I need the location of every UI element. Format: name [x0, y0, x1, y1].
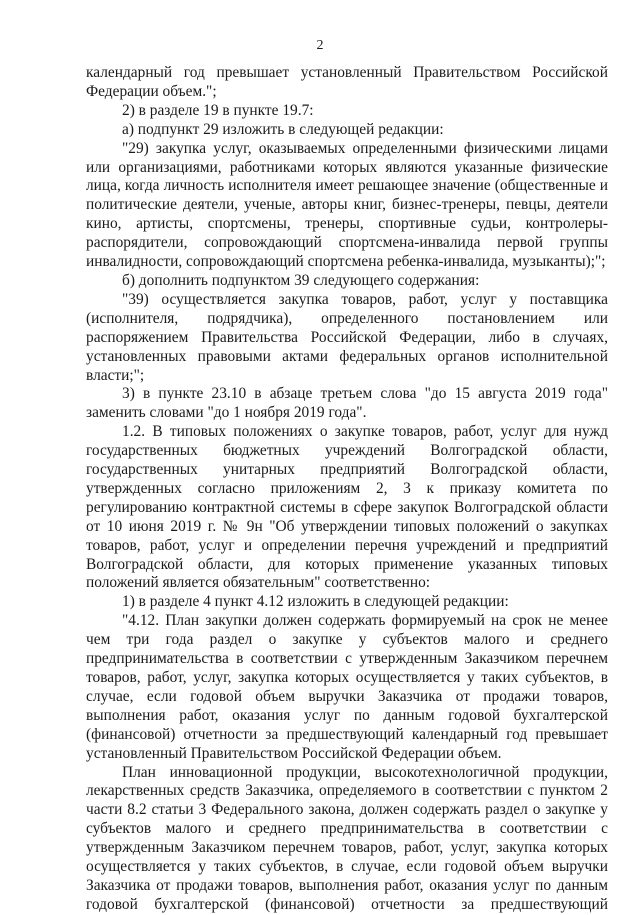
- text-line: календарный год превышает установленный Правительством Российской: [86, 64, 608, 81]
- text-line: "4.12. План закупки должен содержать формируемый на срок не менее: [122, 612, 608, 630]
- text-line: Заказчика от продажи товаров, выполнения работ, оказания услуг по данным: [86, 876, 608, 894]
- text-line: лица, когда личность исполнителя имеет решающее значение (общественные и: [86, 177, 608, 195]
- text-line: "29) закупка услуг, оказываемых определенными физическими лицами: [122, 139, 608, 157]
- text-line: государственных унитарных предприятий Волгоградской области,: [86, 461, 608, 479]
- text-line: 1) в разделе 4 пункт 4.12 изложить в следующей редакции:: [122, 593, 509, 611]
- text-line: случае, если годовой объем выручки Заказчика от продажи товаров,: [86, 687, 608, 705]
- text-line: лекарственных средств Заказчика, определяемого в соответствии с пунктом 2: [86, 782, 608, 800]
- text-line: от 10 июня 2019 г. № 9н "Об утверждении типовых положений о закупках: [86, 517, 608, 535]
- text-line: инвалидности, сопровождающий спортсмена ребенка-инвалида, музыканты);";: [86, 253, 606, 271]
- text-line: кино, артисты, спортсмены, тренеры, спортивные судьи, контролеры-: [86, 215, 608, 233]
- text-line: выполнения работ, оказания услуг по данным годовой бухгалтерской: [86, 706, 608, 724]
- page-number: 2: [316, 38, 324, 53]
- text-line: 2) в разделе 19 в пункте 19.7:: [122, 101, 314, 119]
- text-line: "39) осуществляется закупка товаров, работ, услуг у поставщика: [122, 290, 608, 308]
- text-line: распоряжением Правительства Российской Федерации, либо в случаях,: [86, 328, 608, 346]
- text-line: власти;";: [86, 366, 145, 384]
- text-line: осуществляется у таких субъектов, в случае, если годовой объем выручки: [86, 858, 608, 876]
- text-line: установленный Правительством Российской Федерации объем.: [86, 744, 502, 762]
- text-line: 1.2. В типовых положениях о закупке товаров, работ, услуг для нужд: [122, 423, 608, 441]
- text-line: (финансовой) отчетности за предшествующий календарный год превышает: [86, 725, 608, 743]
- text-line: установленных правовыми актами федеральных органов исполнительной: [86, 347, 608, 365]
- text-line: предпринимательства в соответствии с утвержденным Заказчиком перечнем: [86, 650, 608, 668]
- text-line: субъектов малого и среднего предпринимательства в соответствии с: [86, 820, 608, 838]
- text-line: План инновационной продукции, высокотехнологичной продукции,: [122, 763, 608, 781]
- text-line: государственных бюджетных учреждений Волгоградской области,: [86, 442, 608, 460]
- text-line: утвержденных согласно приложениям 2, 3 к приказу комитета по: [86, 479, 608, 497]
- text-line: чем три года раздел о закупке у субъектов малого и среднего: [86, 631, 608, 649]
- text-line: а) подпункт 29 изложить в следующей редакции:: [122, 120, 444, 138]
- text-line: Волгоградской области, для которых применение указанных типовых: [86, 555, 608, 573]
- text-line: или организациями, работниками которых являются указанные физические: [86, 158, 608, 176]
- text-line: б) дополнить подпунктом 39 следующего содержания:: [122, 271, 480, 289]
- text-line: положений является обязательным" соответственно:: [86, 574, 431, 592]
- document-body: [86, 64, 608, 915]
- text-line: заменить словами "до 1 ноября 2019 года".: [86, 404, 367, 422]
- text-line: регулированию контрактной системы в сфере закупок Волгоградской области: [86, 498, 608, 516]
- text-line: 3) в пункте 23.10 в абзаце третьем слова "до 15 августа 2019 года": [122, 385, 608, 403]
- text-line: товаров, работ, услуг, закупка которых осуществляется у таких субъектов, в: [86, 669, 608, 686]
- text-line: Федерации объем.";: [86, 82, 217, 100]
- text-line: утвержденным Заказчиком перечнем товаров, работ, услуг, закупка которых: [86, 839, 608, 857]
- text-line: политические деятели, ученые, авторы книг, бизнес-тренеры, певцы, деятели: [86, 196, 608, 214]
- text-line: распорядители, сопровождающий спортсмена-инвалида первой группы: [86, 234, 608, 252]
- text-line: годовой бухгалтерской (финансовой) отчетности за предшествующий: [86, 895, 608, 913]
- text-line: товаров, работ, услуг и определении перечня учреждений и предприятий: [86, 536, 608, 554]
- text-line: (исполнителя, подрядчика), определенного постановлением или: [86, 309, 608, 327]
- text-line: части 8.2 статьи 3 Федерального закона, должен содержать раздел о закупке у: [86, 801, 608, 819]
